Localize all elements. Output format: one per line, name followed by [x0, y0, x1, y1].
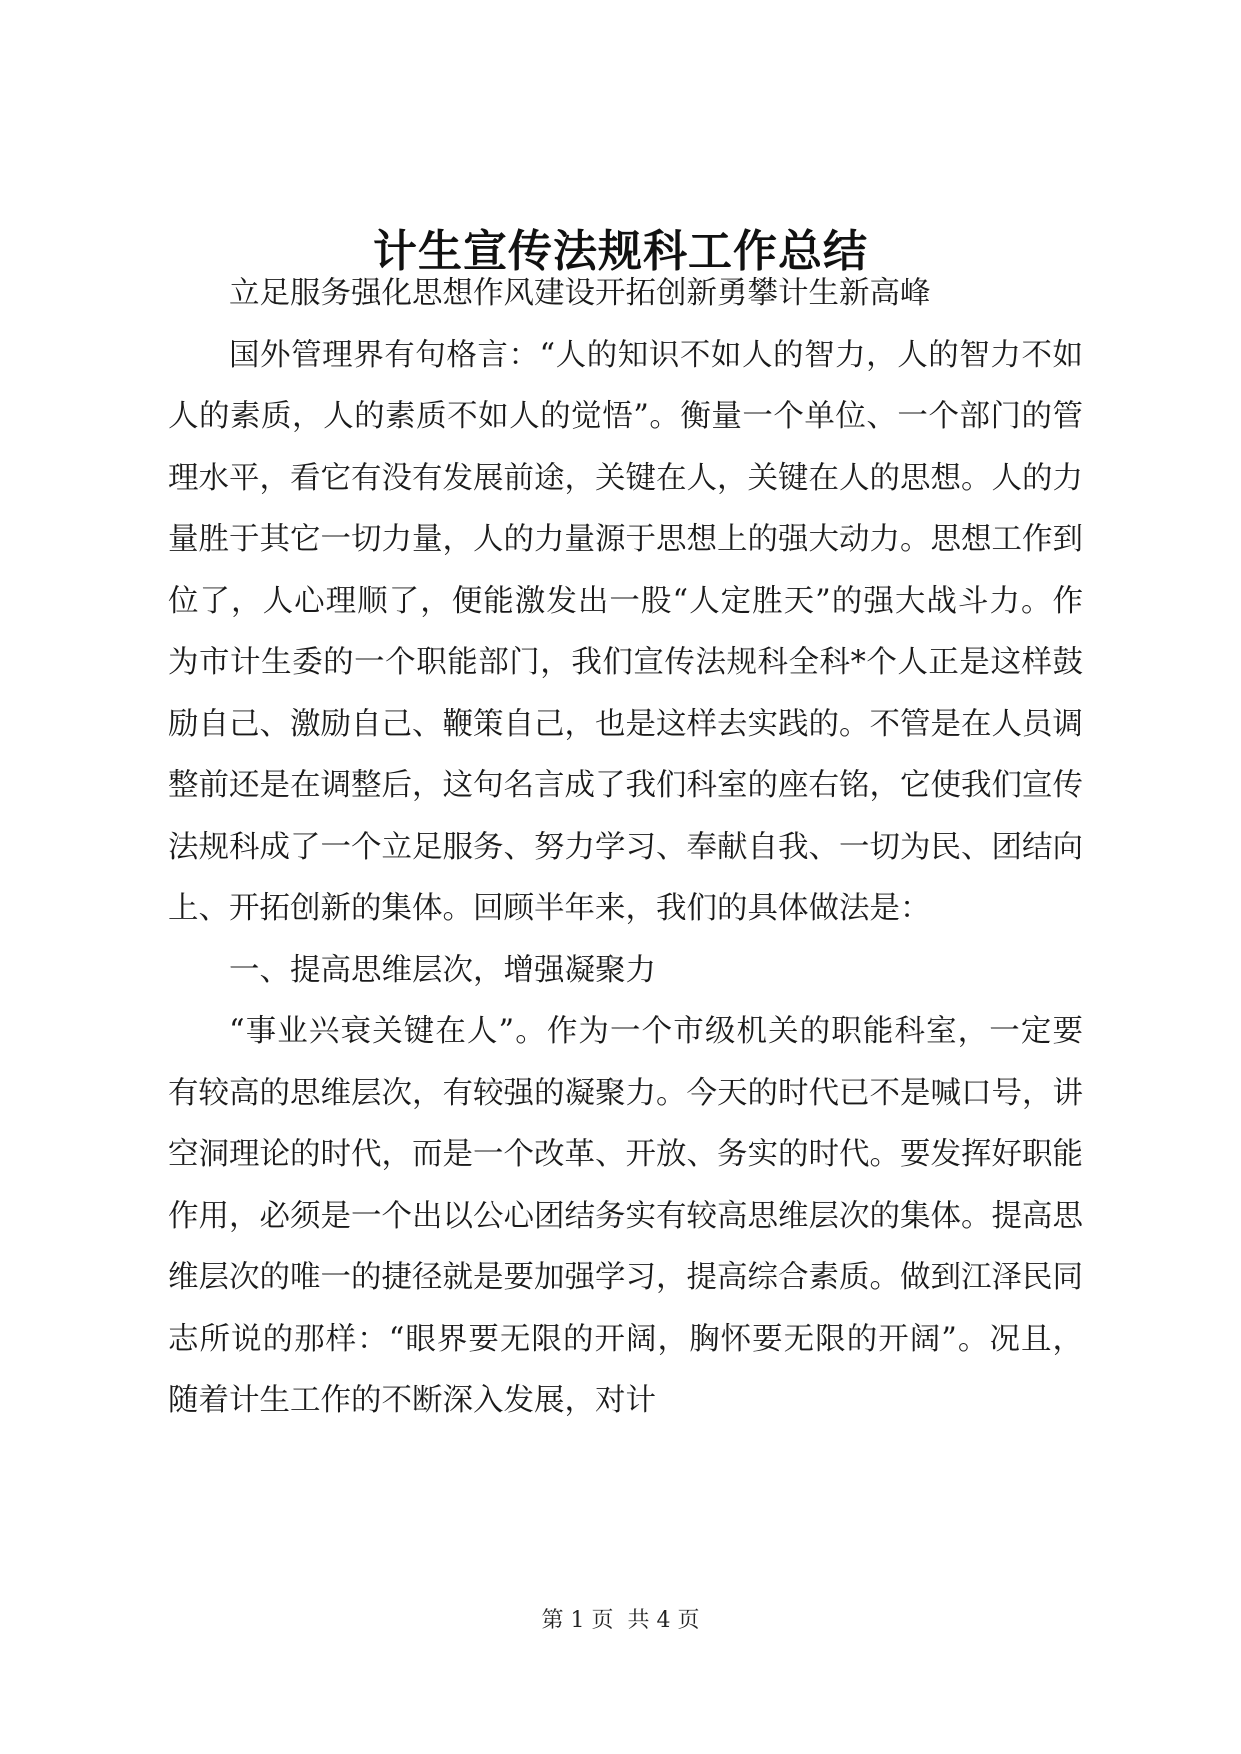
page-number: 第 1 页 共 4 页 — [541, 1608, 700, 1633]
document-body — [168, 263, 1083, 1432]
body-paragraph: “事业兴衰关键在人”。作为一个市级机关的职能科室，一定要有较高的思维层次，有较强的凝聚力。今天的时代已不是喊口号，讲空洞理论的时代，而是一个改革、开放、务实的时代。要发挥好职能作用，必须是一个出以公心团结务实有较高思维层次的集体。提高思维层次的唯一的捷径就是要加强学习，提高综合素质。做到江泽民同志所说的那样：“眼界要无限的开阔，胸怀要无限的开阔”。况且，随着计生工作的不断深入发展，对计 — [168, 1014, 1083, 1418]
document-title: 计生宣传法规科工作总结 — [373, 226, 868, 277]
subtitle-paragraph: 立足服务强化思想作风建设开拓创新勇攀计生新高峰 — [229, 276, 931, 311]
body-paragraph: 国外管理界有句格言：“人的知识不如人的智力，人的智力不如人的素质，人的素质不如人的觉悟”。衡量一个单位、一个部门的管理水平，看它有没有发展前途，关键在人，关键在人的思想。人的力量胜于其它一切力量，人的力量源于思想上的强大动力。思想工作到位了，人心理顺了，便能激发出一股“人定胜天”的强大战斗力。作为市计生委的一个职能部门，我们宣传法规科全科*个人正是这样鼓励自己、激励自己、鞭策自己，也是这样去实践的。不管是在人员调整前还是在调整后，这句名言成了我们科室的座右铭，它使我们宣传法规科成了一个立足服务、努力学习、奉献自我、一切为民、团结向上、开拓创新的集体。回顾半年来，我们的具体做法是： — [168, 337, 1083, 926]
page-footer — [0, 1606, 1241, 1636]
section-heading: 一、提高思维层次，增强凝聚力 — [229, 952, 656, 988]
